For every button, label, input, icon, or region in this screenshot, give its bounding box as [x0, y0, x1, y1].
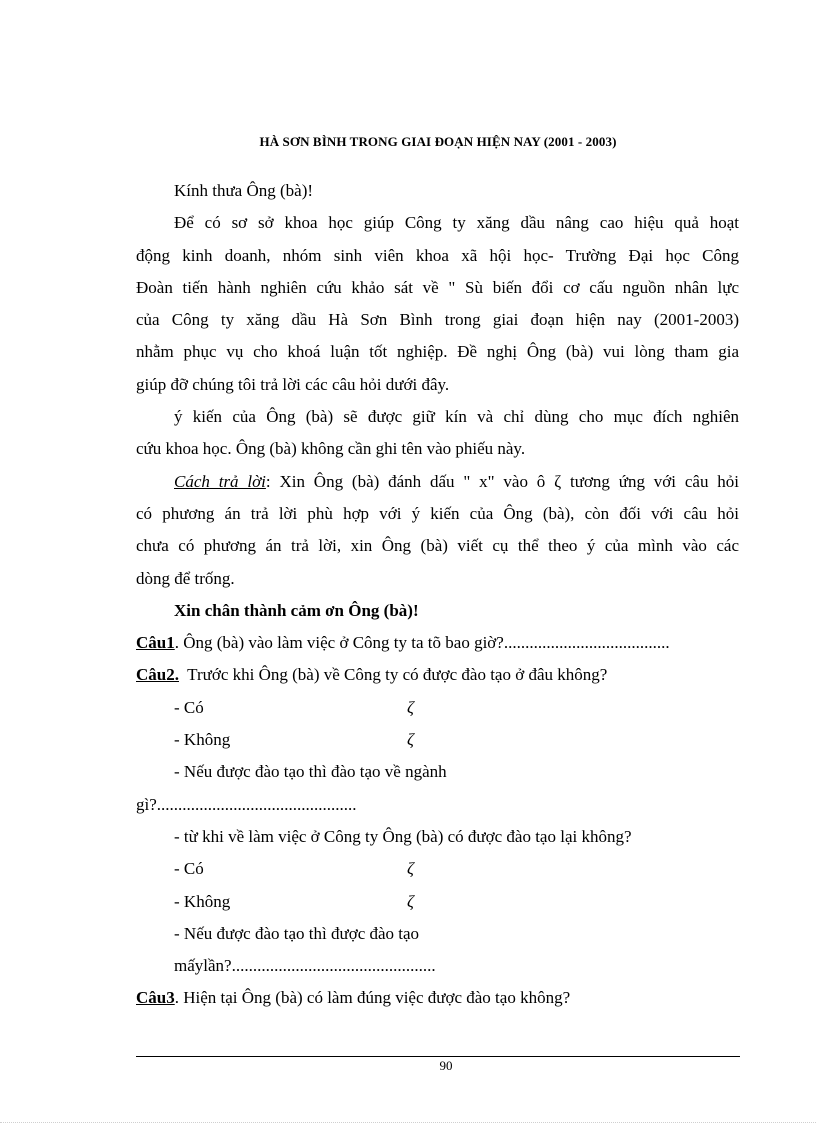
option-yes	[136, 692, 739, 724]
answer-line[interactable]: mấylần?................................................	[174, 956, 436, 976]
question-2	[136, 659, 739, 691]
question-label: Câu2.	[136, 665, 179, 685]
question-3	[136, 982, 739, 1014]
option-no	[136, 886, 739, 918]
checkbox[interactable]: ζ	[407, 859, 414, 879]
checkbox[interactable]: ζ	[407, 891, 414, 911]
follow-up-question: - từ khi về làm việc ở Công ty Ông (bà) có được đào tạo lại không?	[174, 826, 632, 846]
question-text: . Hiện tại Ông (bà) có làm đúng việc được đào tạo không?	[174, 988, 571, 1008]
option-no	[136, 724, 739, 756]
question-text: Trước khi Ông (bà) về Công ty có được đào tạo ở đâu không?	[178, 665, 608, 685]
answer-line[interactable]: gì?...............................................	[136, 794, 357, 814]
survey-body	[136, 175, 739, 1015]
howto-line	[136, 466, 739, 498]
option-label: - Không	[174, 891, 231, 911]
howto-line: có phương án trả lời phù hợp với ý kiến của Ông (bà), còn đối với câu hỏi	[136, 503, 739, 523]
intro-line: Để có sơ sở khoa học giúp Công ty xăng dầu nâng cao hiệu quả hoạt	[174, 213, 739, 233]
howto-line: dòng để trống.	[136, 568, 235, 588]
question-label: Câu3	[136, 988, 175, 1008]
checkbox[interactable]: ζ	[407, 730, 414, 750]
question-1	[136, 627, 739, 659]
question-text: . Ông (bà) vào làm việc ở Công ty ta tõ bao giờ?.......................................	[174, 633, 670, 653]
greeting: Kính thưa Ông (bà)!	[174, 181, 314, 200]
checkbox[interactable]: ζ	[407, 697, 414, 717]
option-label: - Có	[174, 859, 204, 879]
option-label: - Có	[174, 697, 204, 717]
question-label: Câu1	[136, 633, 175, 653]
option-yes	[136, 853, 739, 885]
intro-line: Đoàn tiến hành nghiên cứu khảo sát về " Sù biến đổi cơ cấu nguồn nhân lực	[136, 277, 739, 297]
howto-label: Cách trả lời	[174, 471, 266, 491]
privacy-line: cứu khoa học. Ông (bà) không cần ghi tên vào phiếu này.	[136, 439, 526, 459]
privacy-line: ý kiến của Ông (bà) sẽ được giữ kín và chỉ dùng cho mục đích nghiên	[174, 407, 739, 427]
follow-up-question: - Nếu được đào tạo thì đào tạo về ngành	[174, 762, 447, 782]
howto-line: chưa có phương án trả lời, xin Ông (bà) viết cụ thể theo ý của mình vào các	[136, 536, 739, 556]
intro-line: động kinh doanh, nhóm sinh viên khoa xã hội học- Trường Đại học Công	[136, 245, 739, 265]
running-header: HÀ SƠN BÌNH TRONG GIAI ĐOẠN HIỆN NAY (2001 - 2003)	[259, 134, 617, 149]
option-label: - Không	[174, 730, 231, 750]
thanks-line: Xin chân thành cảm ơn Ông (bà)!	[174, 600, 419, 620]
footer-divider	[136, 1056, 740, 1057]
howto-text: : Xin Ông (bà) đánh dấu " x" vào ô ζ tương ứng với câu hỏi	[265, 471, 739, 491]
intro-line: giúp đỡ chúng tôi trả lời các câu hỏi dưới đây.	[136, 374, 450, 394]
page-number: 90	[439, 1058, 453, 1073]
intro-line: của Công ty xăng dầu Hà Sơn Bình trong giai đoạn hiện nay (2001-2003)	[136, 310, 739, 330]
follow-up-question: - Nếu được đào tạo thì được đào tạo	[174, 923, 420, 943]
intro-line: nhằm phục vụ cho khoá luận tốt nghiệp. Đề nghị Ông (bà) vui lòng tham gia	[136, 342, 739, 362]
